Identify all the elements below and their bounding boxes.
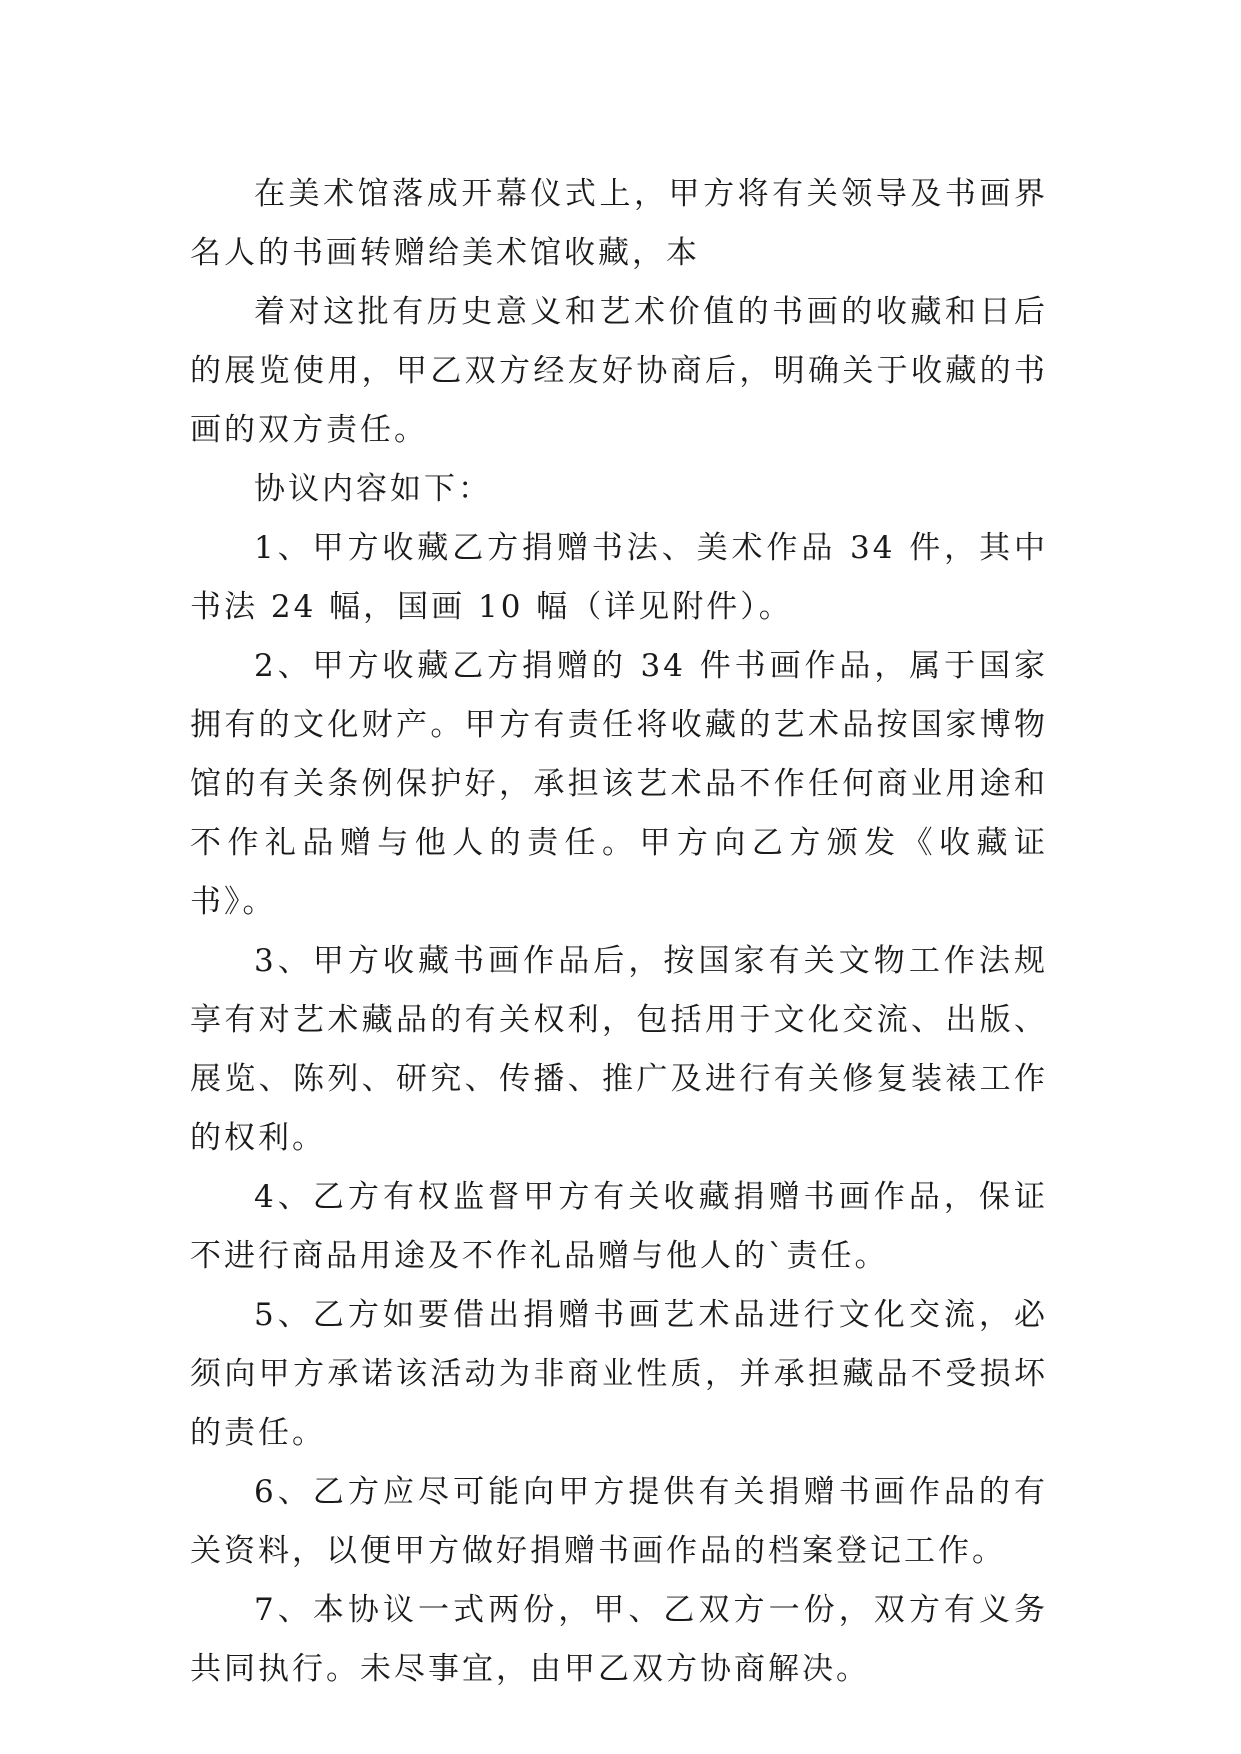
clause-7: 7、本协议一式两份，甲、乙双方一份，双方有义务共同执行。未尽事宜，由甲乙双方协商解决。 <box>190 1592 1048 1687</box>
clause-6: 6、乙方应尽可能向甲方提供有关捐赠书画作品的有关资料，以便甲方做好捐赠书画作品的档案登记工作。 <box>190 1474 1048 1569</box>
paragraph-opening-ceremony: 在美术馆落成开幕仪式上，甲方将有关领导及书画界名人的书画转赠给美术馆收藏，本 <box>190 176 1048 271</box>
clause-1: 1、甲方收藏乙方捐赠书法、美术作品 34 件，其中书法 24 幅，国画 10 幅（详见附件）。 <box>190 530 1048 625</box>
clause-2: 2、甲方收藏乙方捐赠的 34 件书画作品，属于国家拥有的文化财产。甲方有责任将收藏的艺术品按国家博物馆的有关条例保护好，承担该艺术品不作任何商业用途和不作礼品赠与他人的责任。甲方向乙方颁发《收藏证书》。 <box>190 648 1048 920</box>
clause-4: 4、乙方有权监督甲方有关收藏捐赠书画作品，保证不进行商品用途及不作礼品赠与他人的`责任。 <box>190 1179 1048 1274</box>
document-body <box>190 165 1048 1699</box>
clause-5: 5、乙方如要借出捐赠书画艺术品进行文化交流，必须向甲方承诺该活动为非商业性质，并承担藏品不受损坏的责任。 <box>190 1297 1048 1451</box>
paragraph-purpose: 着对这批有历史意义和艺术价值的书画的收藏和日后的展览使用，甲乙双方经友好协商后，明确关于收藏的书画的双方责任。 <box>190 294 1048 448</box>
clause-3: 3、甲方收藏书画作品后，按国家有关文物工作法规享有对艺术藏品的有关权利，包括用于文化交流、出版、展览、陈列、研究、传播、推广及进行有关修复装裱工作的权利。 <box>190 943 1048 1156</box>
paragraph-agreement-intro: 协议内容如下： <box>254 471 492 507</box>
